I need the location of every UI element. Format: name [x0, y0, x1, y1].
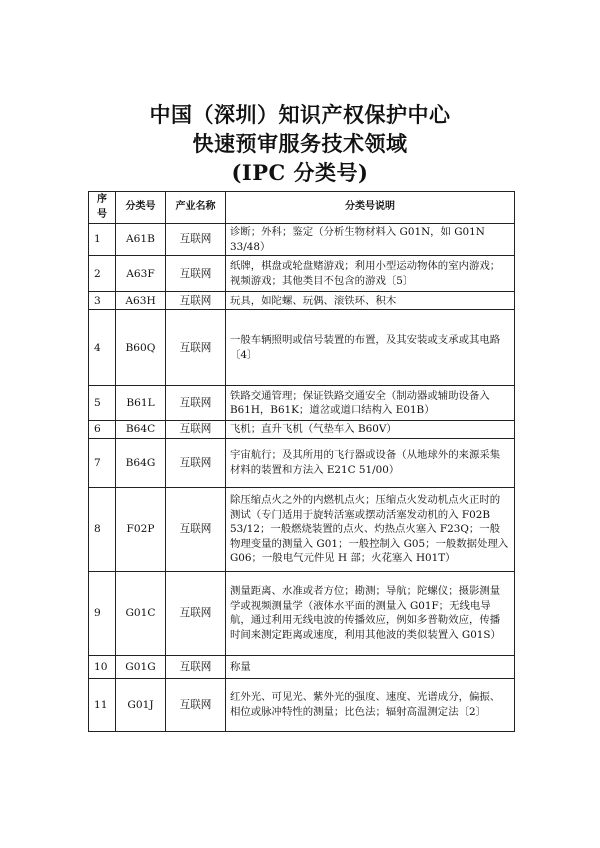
row-serial: 7 — [89, 438, 116, 487]
row-industry: 互联网 — [166, 655, 226, 678]
row-description: 玩具，如陀螺、玩偶、滚铁环、积木 — [226, 292, 515, 310]
row-industry: 互联网 — [166, 256, 226, 292]
row-ipc-code: A61B — [116, 224, 166, 256]
table-row — [89, 292, 515, 310]
table-row — [89, 487, 515, 571]
title-line-1: 中国（深圳）知识产权保护中心 — [149, 102, 451, 127]
row-serial: 1 — [89, 224, 116, 256]
table-row — [89, 655, 515, 678]
row-serial: 6 — [89, 421, 116, 439]
row-serial: 10 — [89, 655, 116, 678]
title-line-2: 快速预审服务技术领域 — [192, 131, 408, 156]
row-description: 飞机；直升飞机（气垫车入 B60V） — [226, 421, 515, 439]
row-industry: 互联网 — [166, 421, 226, 439]
row-serial: 3 — [89, 292, 116, 310]
row-industry: 互联网 — [166, 438, 226, 487]
row-industry: 互联网 — [166, 292, 226, 310]
row-description: 红外光、可见光、紫外光的强度、速度、光谱成分，偏振、相位或脉冲特性的测量；比色法；辐射高温测定法〔2〕 — [226, 678, 515, 731]
header-ipc-code: 分类号 — [116, 192, 166, 224]
row-serial: 4 — [89, 310, 116, 386]
row-serial: 8 — [89, 487, 116, 571]
row-industry: 互联网 — [166, 310, 226, 386]
table-row — [89, 678, 515, 731]
row-ipc-code: B61L — [116, 386, 166, 421]
row-industry: 互联网 — [166, 386, 226, 421]
table-row — [89, 438, 515, 487]
header-industry: 产业名称 — [166, 192, 226, 224]
row-ipc-code: G01C — [116, 571, 166, 655]
table-row — [89, 256, 515, 292]
row-serial: 11 — [89, 678, 116, 731]
row-description: 铁路交通管理；保证铁路交通安全（制动器或辅助设备入 B61H，B61K；道岔或道口结构入 E01B） — [226, 386, 515, 421]
row-industry: 互联网 — [166, 678, 226, 731]
header-description: 分类号说明 — [226, 192, 515, 224]
row-ipc-code: F02P — [116, 487, 166, 571]
row-industry: 互联网 — [166, 224, 226, 256]
row-ipc-code: G01G — [116, 655, 166, 678]
row-description: 称量 — [226, 655, 515, 678]
row-description: 除压缩点火之外的内燃机点火；压缩点火发动机点火正时的测试（专门适用于旋转活塞或摆动活塞发动机的入 F02B 53/12；一般燃烧装置的点火、灼热点火塞入 F23Q；一般物理变量的测量入 G01；一般控制入 G05；一般数据处理入 G06；一般电气元件见 H 部；火花塞入 H01T） — [226, 487, 515, 571]
row-ipc-code: B64G — [116, 438, 166, 487]
row-ipc-code: A63H — [116, 292, 166, 310]
row-industry: 互联网 — [166, 487, 226, 571]
row-industry: 互联网 — [166, 571, 226, 655]
row-description: 一般车辆照明或信号装置的布置，及其安装或支承或其电路 〔4〕 — [226, 310, 515, 386]
table-header-row — [89, 192, 515, 224]
table-row — [89, 571, 515, 655]
row-ipc-code: A63F — [116, 256, 166, 292]
table-row — [89, 421, 515, 439]
row-ipc-code: B64C — [116, 421, 166, 439]
table-row — [89, 310, 515, 386]
document-title — [0, 100, 600, 187]
title-line-3: (IPC 分类号) — [231, 160, 369, 185]
row-serial: 9 — [89, 571, 116, 655]
ipc-table — [88, 191, 515, 732]
row-ipc-code: B60Q — [116, 310, 166, 386]
table-row — [89, 224, 515, 256]
row-description: 测量距离、水准或者方位；勘测；导航；陀螺仪；摄影测量学或视频测量学（液体水平面的测量入 G01F；无线电导航，通过利用无线电波的传播效应，例如多普勒效应，传播时间来测定距离或速度，利用其他波的类似装置入 G01S） — [226, 571, 515, 655]
row-description: 诊断；外科；鉴定（分析生物材料入 G01N，如 G01N 33/48） — [226, 224, 515, 256]
header-serial: 序号 — [89, 192, 116, 224]
row-ipc-code: G01J — [116, 678, 166, 731]
row-description: 宇宙航行；及其所用的飞行器或设备（从地球外的来源采集材料的装置和方法入 E21C 51/00） — [226, 438, 515, 487]
row-serial: 5 — [89, 386, 116, 421]
table-row — [89, 386, 515, 421]
row-description: 纸牌，棋盘或轮盘赌游戏；利用小型运动物体的室内游戏；视频游戏；其他类目不包含的游戏〔5〕 — [226, 256, 515, 292]
row-serial: 2 — [89, 256, 116, 292]
